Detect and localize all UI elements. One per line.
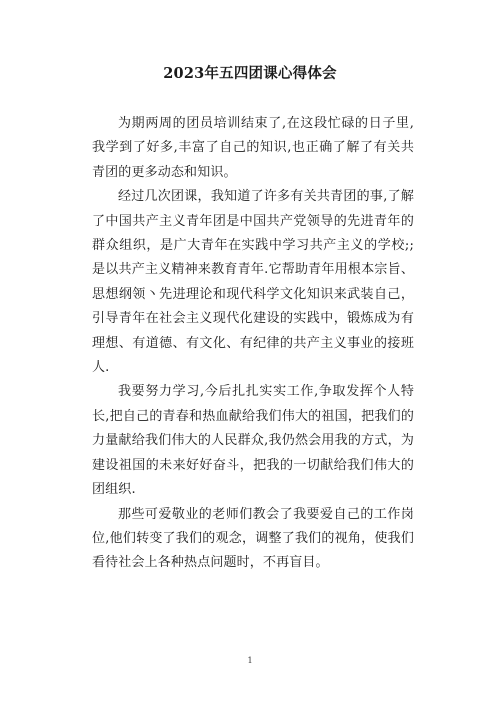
document-body [92,112,414,576]
paragraph-1: 为期两周的团员培训结束了,在这段忙碌的日子里,我学到了好多,丰富了自己的知识,也正确了解了有关共青团的更多动态和知识。 [92,116,414,180]
paragraph-3: 我要努力学习,今后扎扎实实工作,争取发挥个人特长,把自己的青春和热血献给我们伟大的祖国，把我们的力量献给我们伟大的人民群众,我仍然会用我的方式，为建设祖国的未来好好奋斗，把我的一切献给我们伟大的团组织. [92,384,414,498]
paragraph-4: 那些可爱敬业的老师们教会了我要爱自己的工作岗位,他们转变了我们的观念，调整了我们的视角，使我们看待社会上各种热点问题时，不再盲目。 [92,506,414,571]
paragraph-2: 经过几次团课，我知道了许多有关共青团的事,了解了中国共产主义青年团是中国共产党领导的先进青年的群众组织，是广大青年在实践中学习共产主义的学校;;是以共产主义精神来教育青年.它帮助青年用根本宗旨、思想纲领丶先进理论和现代科学文化知识来武装自己，引导青年在社会主义现代化建设的实践中，锻炼成为有理想、有道德、有文化、有纪律的共产主义事业的接班人. [92,189,414,376]
page-title: 2023年五四团课心得体会 [163,65,337,82]
page-number: 1 [247,656,253,665]
